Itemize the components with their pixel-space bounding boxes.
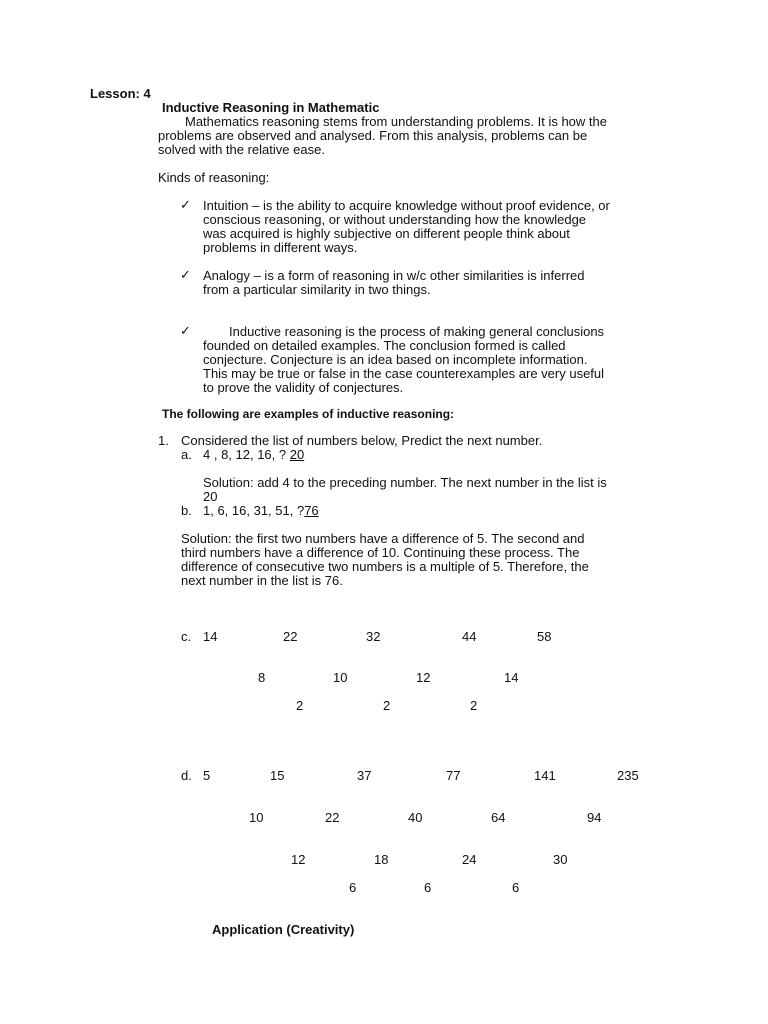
bullet-line: from a particular similarity in two things. (203, 282, 431, 297)
checkmark-icon: ✓ (180, 268, 191, 283)
table-cell: 18 (374, 852, 389, 867)
examples-heading: The following are examples of inductive reasoning: (162, 407, 455, 421)
table-cell: 15 (270, 768, 285, 783)
table-cell: 32 (366, 629, 381, 644)
bullet-line: to prove the validity of conjectures. (203, 380, 404, 395)
solution-b-line: next number in the list is 76. (181, 573, 343, 588)
table-cell: 12 (291, 852, 306, 867)
table-cell: 2 (383, 698, 391, 713)
item-letter-b: b. (181, 503, 192, 518)
intro-line: Mathematics reasoning stems from understanding problems. It is how the (185, 114, 607, 129)
bullet-line: was acquired is highly subjective on different people think about (203, 226, 570, 241)
table-cell: 235 (617, 768, 639, 783)
table-cell: 22 (283, 629, 298, 644)
solution-a-line: 20 (203, 489, 218, 504)
table-cell: 8 (258, 670, 266, 685)
table-cell: 2 (296, 698, 304, 713)
table-cell: 2 (470, 698, 478, 713)
table-cell: 30 (553, 852, 568, 867)
item-letter-a: a. (181, 447, 192, 462)
bullet-line: Inductive reasoning is the process of making general conclusions (229, 324, 605, 339)
bullet-line: founded on detailed examples. The conclusion formed is called (203, 338, 566, 353)
table-cell: 24 (462, 852, 477, 867)
solution-a-line: Solution: add 4 to the preceding number. The next number in the list is (203, 475, 607, 490)
intro-line: problems are observed and analysed. From this analysis, problems can be (158, 128, 588, 143)
table-cell: 10 (249, 810, 264, 825)
lesson-label: Lesson: 4 (90, 86, 151, 101)
application-heading: Application (Creativity) (212, 922, 355, 937)
item-letter-c: c. (181, 629, 192, 644)
table-cell: 6 (424, 880, 432, 895)
sequence-a (203, 448, 304, 462)
bullet-line: Intuition – is the ability to acquire knowledge without proof evidence, or (203, 198, 610, 213)
checkmark-icon: ✓ (180, 198, 191, 213)
bullet-line: conjecture. Conjecture is an idea based on incomplete information. (203, 352, 588, 367)
solution-b-line: third numbers have a difference of 10. Continuing these process. The (181, 545, 580, 560)
table-cell: 14 (504, 670, 519, 685)
table-cell: 6 (349, 880, 357, 895)
table-cell: 40 (408, 810, 423, 825)
table-cell: 58 (537, 629, 552, 644)
solution-b-line: Solution: the first two numbers have a difference of 5. The second and (181, 531, 585, 546)
table-cell: 44 (462, 629, 477, 644)
item-text: Considered the list of numbers below, Predict the next number. (181, 433, 543, 448)
kinds-heading: Kinds of reasoning: (158, 170, 270, 185)
table-cell: 37 (357, 768, 372, 783)
table-cell: 5 (203, 768, 211, 783)
sequence-a-values: 4 , 8, 12, 16, ? (203, 447, 290, 462)
bullet-line: This may be true or false in the case counterexamples are very useful (203, 366, 605, 381)
bullet-line: conscious reasoning, or without understanding how the knowledge (203, 212, 587, 227)
table-cell: 141 (534, 768, 556, 783)
item-letter-d: d. (181, 768, 192, 783)
lesson-title: Inductive Reasoning in Mathematic (162, 100, 380, 115)
table-cell: 12 (416, 670, 431, 685)
table-cell: 94 (587, 810, 602, 825)
table-cell: 6 (512, 880, 520, 895)
bullet-line: problems in different ways. (203, 240, 358, 255)
item-number: 1. (158, 433, 169, 448)
table-cell: 64 (491, 810, 506, 825)
solution-b-line: difference of consecutive two numbers is a multiple of 5. Therefore, the (181, 559, 589, 574)
answer-a: 20 (289, 447, 305, 462)
checkmark-icon: ✓ (180, 324, 191, 339)
table-cell: 14 (203, 629, 218, 644)
sequence-b-values: 1, 6, 16, 31, 51, ? (203, 503, 305, 518)
sequence-b (203, 504, 319, 518)
table-cell: 77 (446, 768, 461, 783)
intro-line: solved with the relative ease. (158, 142, 325, 157)
bullet-line: Analogy – is a form of reasoning in w/c other similarities is inferred (203, 268, 585, 283)
table-cell: 10 (333, 670, 348, 685)
answer-b: 76 (304, 503, 319, 518)
table-cell: 22 (325, 810, 340, 825)
